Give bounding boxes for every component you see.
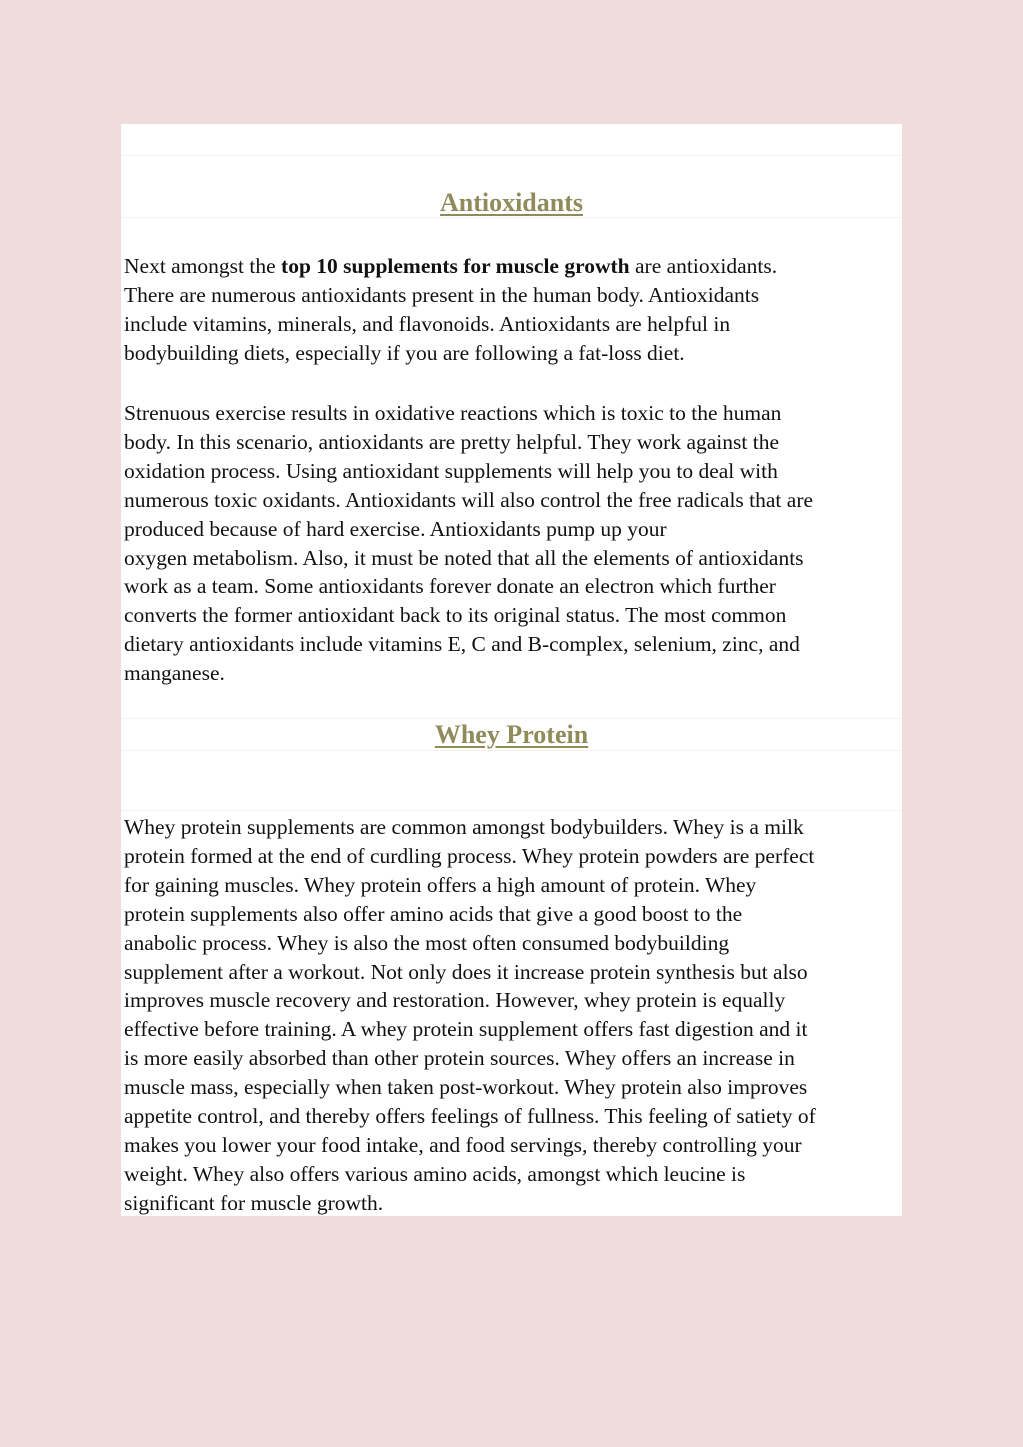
paragraph-line: body. In this scenario, antioxidants are pretty helpful. They work against the (124, 429, 779, 454)
divider (121, 718, 902, 719)
antioxidants-detail-paragraph (124, 399, 904, 688)
paragraph-line: for gaining muscles. Whey protein offers a high amount of protein. Whey (124, 872, 757, 897)
whey-protein-heading: Whey Protein (434, 720, 589, 749)
divider (121, 155, 902, 156)
paragraph-line: weight. Whey also offers various amino acids, amongst which leucine is (124, 1161, 746, 1186)
paragraph-line: Strenuous exercise results in oxidative reactions which is toxic to the human (124, 401, 782, 425)
paragraph-line: is more easily absorbed than other protein sources. Whey offers an increase in (124, 1046, 795, 1071)
paragraph-line: There are numerous antioxidants present in the human body. Antioxidants (124, 282, 760, 307)
paragraph-line: muscle mass, especially when taken post-workout. Whey protein also improves (124, 1075, 808, 1100)
antioxidants-intro-paragraph (124, 252, 904, 368)
paragraph-line: supplement after a workout. Not only does it increase protein synthesis but also (124, 959, 808, 984)
paragraph-line: oxidation process. Using antioxidant supplements will help you to deal with (124, 458, 778, 483)
whey-protein-paragraph (124, 813, 904, 1218)
paragraph-line: bodybuilding diets, especially if you are following a fat-loss diet. (124, 340, 685, 365)
paragraph-line: makes you lower your food intake, and food servings, thereby controlling your (124, 1132, 802, 1157)
paragraph-line: protein formed at the end of curdling process. Whey protein powders are perfect (124, 843, 815, 868)
paragraph-line: converts the former antioxidant back to its original status. The most common (124, 603, 787, 628)
bold-phrase: top 10 supplements for muscle growth (281, 254, 630, 278)
paragraph-line: protein supplements also offer amino acids that give a good boost to the (124, 901, 743, 926)
divider (121, 810, 902, 811)
paragraph-line: produced because of hard exercise. Antioxidants pump up your (124, 516, 667, 541)
paragraph-line: oxygen metabolism. Also, it must be noted that all the elements of antioxidants (124, 545, 804, 570)
paragraph-line: work as a team. Some antioxidants forever donate an electron which further (124, 574, 776, 599)
paragraph-line: include vitamins, minerals, and flavonoids. Antioxidants are helpful in (124, 311, 731, 336)
paragraph-line: anabolic process. Whey is also the most often consumed bodybuilding (124, 930, 730, 955)
paragraph-line: manganese. (124, 661, 225, 686)
paragraph-line: Next amongst the top 10 supplements for muscle growth are antioxidants. (124, 254, 778, 278)
paragraph-line: numerous toxic oxidants. Antioxidants will also control the free radicals that are (124, 487, 814, 512)
paragraph-line: improves muscle recovery and restoration. However, whey protein is equally (124, 988, 786, 1013)
paragraph-line: appetite control, and thereby offers feelings of fullness. This feeling of satiety of (124, 1104, 816, 1129)
paragraph-line: Whey protein supplements are common amongst bodybuilders. Whey is a milk (124, 815, 804, 839)
divider (121, 750, 902, 751)
antioxidants-heading: Antioxidants (439, 188, 584, 217)
document-page (121, 124, 902, 1216)
paragraph-line: dietary antioxidants include vitamins E, C and B-complex, selenium, zinc, and (124, 632, 800, 657)
paragraph-line: effective before training. A whey protein supplement offers fast digestion and it (124, 1017, 808, 1042)
paragraph-line: significant for muscle growth. (124, 1190, 384, 1215)
